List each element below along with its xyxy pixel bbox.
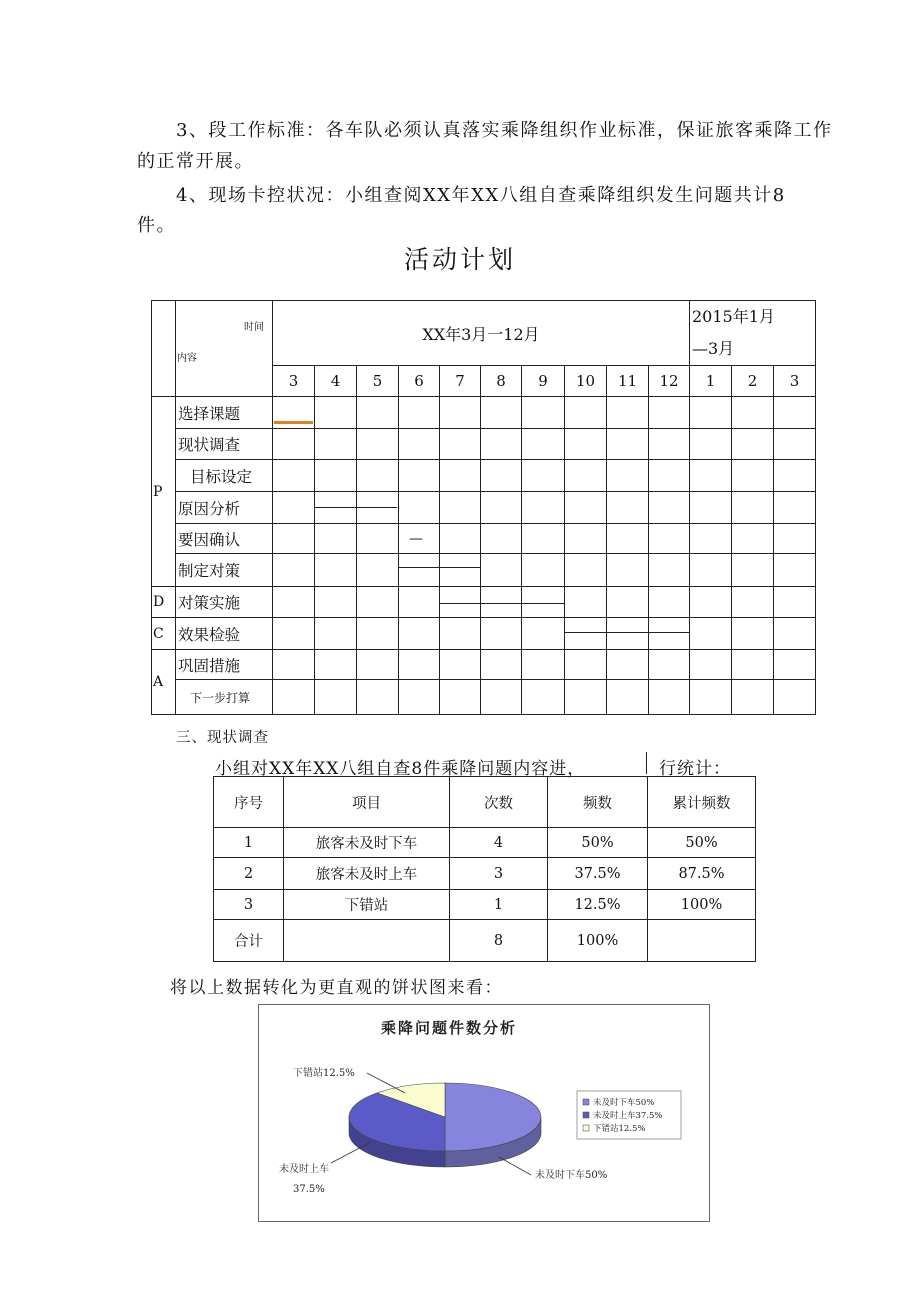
stats-header: 频数: [548, 777, 648, 828]
plan-title: 活动计划: [403, 245, 516, 274]
stats-cell: 100%: [648, 890, 756, 920]
gantt-bar-select-topic: [274, 421, 313, 424]
paragraph-3-line1: 3、段工作标准：各车队必须认真落实乘降组织作业标准，保证旅客乘降工作: [176, 120, 833, 141]
phase-a-label: A: [152, 650, 176, 715]
table-row: [214, 828, 756, 858]
phase-c-label: C: [152, 618, 176, 650]
month-header: 5: [357, 366, 399, 397]
section-3-intro-b: 行统计：: [659, 759, 731, 779]
task-label: 对策实施: [176, 587, 273, 618]
task-label: 原因分析: [176, 492, 273, 524]
stats-cell: 87.5%: [648, 858, 756, 890]
leader-line: [331, 1143, 369, 1163]
pie-intro: 将以上数据转化为更直观的饼状图来看：: [170, 978, 503, 998]
month-header: 8: [481, 366, 522, 397]
month-header: 1: [690, 366, 732, 397]
stats-cell: 50%: [548, 828, 648, 858]
legend-swatch: [583, 1099, 589, 1105]
stats-header: 序号: [214, 777, 284, 828]
stats-cell: [284, 920, 450, 962]
stats-cell: 旅客未及时上车: [284, 858, 450, 890]
stats-cell: 3: [450, 858, 548, 890]
stats-cell: 合计: [214, 920, 284, 962]
month-header: 7: [440, 366, 481, 397]
gantt-bar-countermeasure-plan: [398, 567, 481, 568]
header-time-label: 时间: [244, 322, 264, 333]
task-label: 制定对策: [176, 554, 273, 587]
stats-cell: 2: [214, 858, 284, 890]
task-label: 目标设定: [176, 460, 273, 492]
table-row: [214, 858, 756, 890]
section-3-heading: 三、现状调查: [176, 730, 269, 746]
stats-cell: 50%: [648, 828, 756, 858]
paragraph-3-line2: 的正常开展。: [137, 151, 254, 172]
table-row: [214, 920, 756, 962]
legend-label: 下错站12.5%: [593, 1124, 646, 1134]
period-2014-header: XX年3月一12月: [273, 301, 690, 366]
legend-swatch: [583, 1112, 589, 1118]
stats-cell: 旅客未及时下车: [284, 828, 450, 858]
legend-swatch: [583, 1125, 589, 1131]
month-header: 12: [649, 366, 690, 397]
period-2015-line2: —3月: [692, 339, 735, 358]
stats-cell: 37.5%: [548, 858, 648, 890]
task-label: 下一步打算: [176, 680, 273, 715]
pie-label-wrong-station: 下错站12.5%: [293, 1068, 355, 1079]
paragraph-4-line1: 4、现场卡控状况：小组查阅XX年XX八组自查乘降组织发生问题共计8: [176, 185, 786, 206]
stats-cell: [648, 920, 756, 962]
leader-line: [499, 1157, 531, 1175]
corner-blank-cell: [152, 301, 176, 397]
period-2015-line1: 2015年1月: [692, 307, 775, 326]
month-header: 11: [607, 366, 649, 397]
month-header: 6: [399, 366, 440, 397]
gantt-bar-key-cause: —: [409, 531, 423, 547]
task-label: 巩固措施: [176, 650, 273, 680]
stats-cell: 8: [450, 920, 548, 962]
period-2015-header: [690, 301, 816, 366]
header-content-label: 内容: [177, 353, 197, 364]
pie-chart: [259, 1005, 709, 1221]
text-divider: [646, 752, 647, 774]
month-header: 2: [732, 366, 774, 397]
paragraph-4-line2: 件。: [137, 215, 176, 236]
task-label: 效果检验: [176, 618, 273, 650]
stats-cell: 4: [450, 828, 548, 858]
legend-label: 未及时上车37.5%: [593, 1111, 663, 1121]
statistics-table: [213, 776, 756, 962]
pie-label-not-alight: 未及时下车50%: [535, 1170, 608, 1181]
section-3-intro-a: 小组对XX年XX八组自查8件乘降问题内容进，: [215, 759, 586, 779]
chart-title: 乘降问题件数分析: [380, 1019, 518, 1037]
phase-p-label: P: [152, 397, 176, 587]
task-label: 要因确认: [176, 524, 273, 554]
stats-cell: 3: [214, 890, 284, 920]
stats-cell: 12.5%: [548, 890, 648, 920]
month-header: 3: [774, 366, 816, 397]
month-header: 10: [565, 366, 607, 397]
gantt-bar-effect-check: [565, 632, 689, 633]
month-header: 3: [273, 366, 315, 397]
header-diagonal-cell: [176, 301, 273, 397]
legend-label: 未及时下车50%: [593, 1098, 655, 1108]
stats-cell: 1: [214, 828, 284, 858]
month-header: 4: [315, 366, 357, 397]
pie-label-not-board-b: 37.5%: [293, 1184, 325, 1195]
task-label: 现状调查: [176, 429, 273, 460]
month-header: 9: [522, 366, 565, 397]
stats-cell: 100%: [548, 920, 648, 962]
table-row: [214, 890, 756, 920]
activity-plan-table: [151, 300, 816, 715]
pie-label-not-board-a: 未及时上车: [279, 1164, 329, 1175]
pie-chart-box: [258, 1004, 710, 1222]
task-label: 选择课题: [176, 397, 273, 429]
stats-header: 次数: [450, 777, 548, 828]
stats-cell: 下错站: [284, 890, 450, 920]
stats-header: 项目: [284, 777, 450, 828]
phase-d-label: D: [152, 587, 176, 618]
stats-cell: 1: [450, 890, 548, 920]
gantt-bar-cause-analysis: [315, 507, 397, 508]
stats-header: 累计频数: [648, 777, 756, 828]
gantt-bar-implementation: [439, 603, 565, 604]
